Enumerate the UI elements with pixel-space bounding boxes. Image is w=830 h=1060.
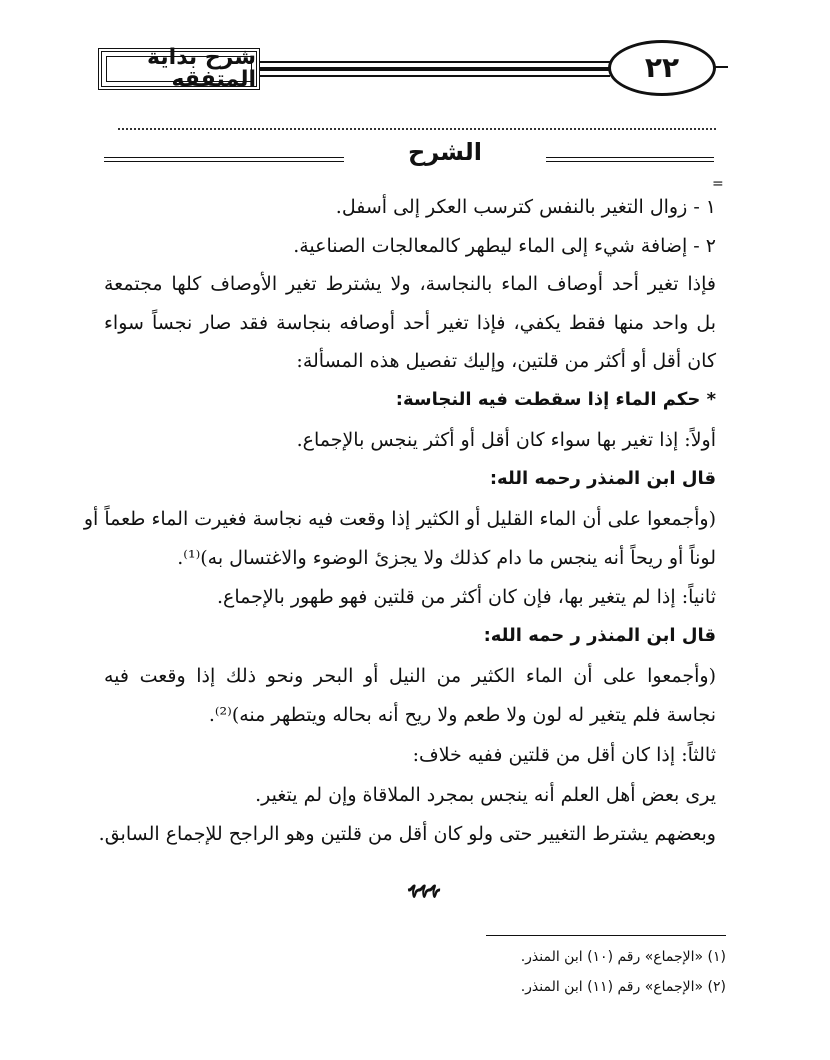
footnote-rule <box>486 935 726 936</box>
section-title: الشرح <box>408 138 482 166</box>
text-line: يرى بعض أهل العلم أنه ينجس بمجرد الملاقاة وإن لم يتغير. <box>255 784 716 806</box>
text-line: فإذا تغير أحد أوصاف الماء بالنجاسة، ولا يشترط تغير الأوصاف كلها مجتمعة <box>104 273 716 295</box>
section-rule-right <box>546 157 714 162</box>
text-line: بل واحد منها فقط يكفي، فإذا تغير أحد أوصافه بنجاسة فقد صار نجساً سواء <box>104 312 716 334</box>
text-line: ثانياً: إذا لم يتغير بها، فإن كان أكثر من قلتين فهو طهور بالإجماع. <box>216 586 716 608</box>
text-line: ١ - زوال التغير بالنفس كترسب العكر إلى أسفل. <box>335 196 716 218</box>
quote-line: نجاسة فلم يتغير له لون ولا طعم ولا ريح أنه بحاله ويتطهر منه)⁽²⁾. <box>208 704 716 726</box>
text-line: ثالثاً: إذا كان أقل من قلتين ففيه خلاف: <box>412 744 716 766</box>
book-title: شرح بداية المتفقه <box>147 45 256 92</box>
quote-line: (وأجمعوا على أن الماء القليل أو الكثير إذا وقعت فيه نجاسة فغيرت الماء طعماً أو <box>83 508 716 530</box>
subheading: * حكم الماء إذا سقطت فيه النجاسة: <box>395 389 716 410</box>
text-line: ٢ - إضافة شيء إلى الماء ليطهر كالمعالجات الصناعية. <box>293 235 716 257</box>
ornament-divider: ﮩﮩﮩ <box>408 863 440 899</box>
section-rule-left <box>104 157 344 162</box>
header-rule <box>260 75 610 77</box>
section-heading <box>104 138 714 178</box>
dotted-divider <box>118 128 716 130</box>
quote-attribution: قال ابن المنذر ر حمه الله: <box>483 625 716 646</box>
footnote: (٢) «الإجماع» رقم (١١) ابن المنذر. <box>520 979 726 995</box>
quote-line: لوناً أو ريحاً أنه ينجس ما دام كذلك ولا يجزئ الوضوء والاغتسال به)⁽¹⁾. <box>177 547 716 569</box>
page-number-oval <box>608 40 716 96</box>
text-line: وبعضهم يشترط التغيير حتى ولو كان أقل من قلتين وهو الراجح للإجماع السابق. <box>98 823 716 845</box>
book-title-box <box>98 45 260 92</box>
page-number: ٢٢ <box>644 51 680 84</box>
quote-attribution: قال ابن المنذر رحمه الله: <box>489 468 716 489</box>
header-rule <box>714 66 728 68</box>
header-rule <box>260 61 610 63</box>
continuation-mark: = <box>712 176 724 192</box>
footnote: (١) «الإجماع» رقم (١٠) ابن المنذر. <box>520 949 726 965</box>
header-rule <box>260 67 610 71</box>
page-header <box>98 40 728 110</box>
text-line: أولاً: إذا تغير بها سواء كان أقل أو أكثر ينجس بالإجماع. <box>296 429 716 451</box>
quote-line: (وأجمعوا على أن الماء الكثير من النيل أو البحر ونحو ذلك إذا وقعت فيه <box>104 665 716 687</box>
text-line: كان أقل أو أكثر من قلتين، وإليك تفصيل هذه المسألة: <box>296 350 716 372</box>
